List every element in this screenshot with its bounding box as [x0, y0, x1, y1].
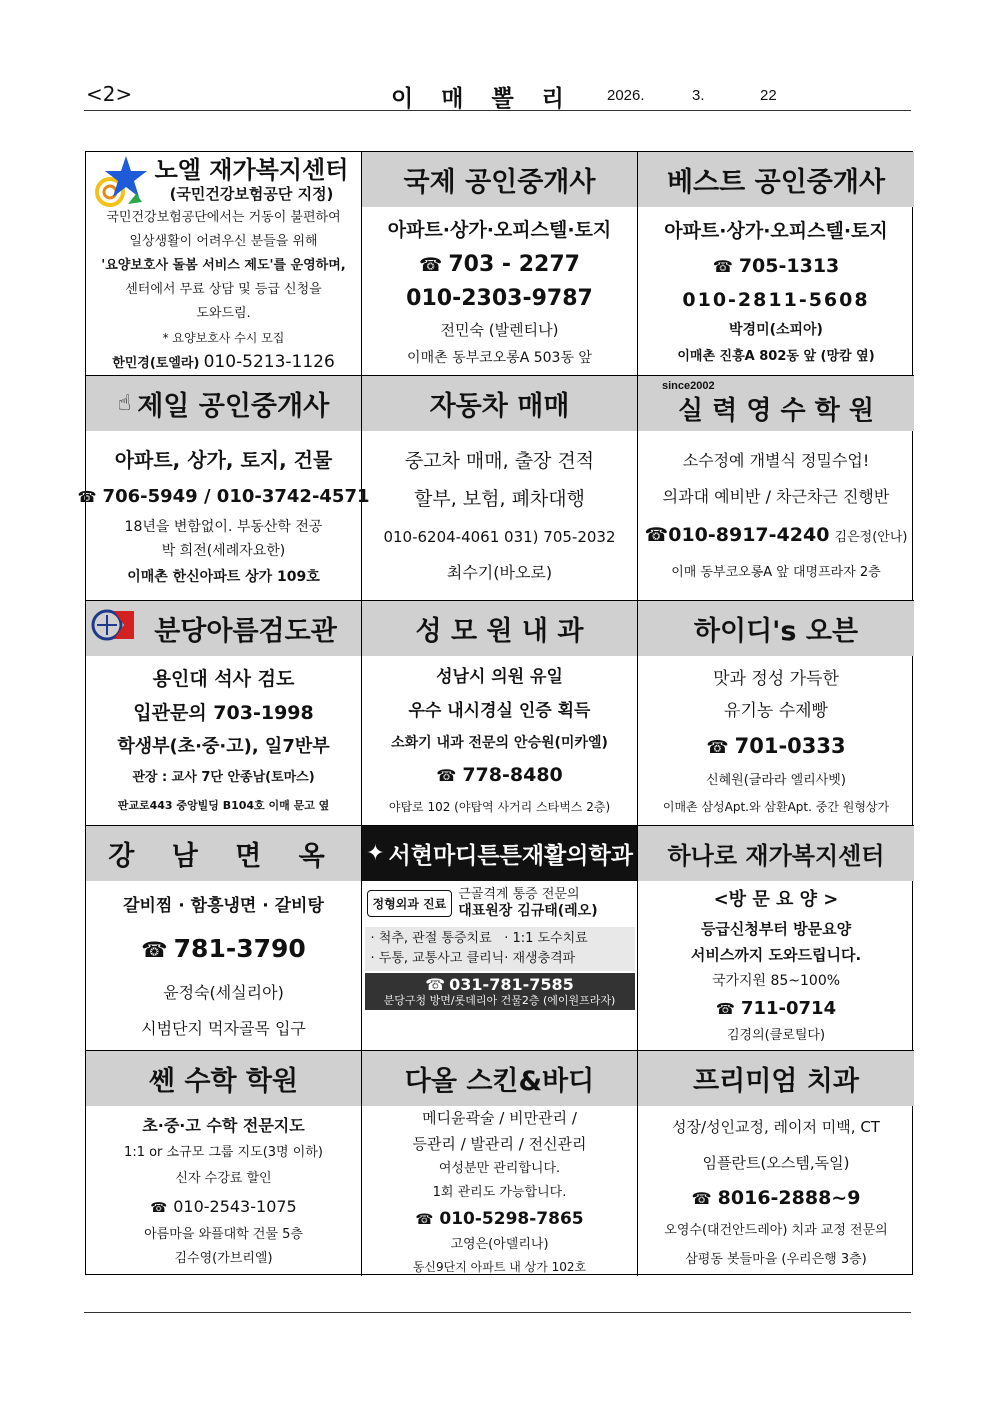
ad-hanaro	[638, 826, 914, 1051]
phone-number: 010-8917-4240	[668, 524, 830, 546]
contact-name: 한민경(토엘라)	[112, 356, 200, 371]
phone-icon: ☎	[425, 974, 446, 994]
ad-header: 자동차 매매	[362, 376, 637, 431]
text-line: 일상생활이 어려우신 분들을 위해	[129, 234, 318, 249]
ad-daol	[362, 1051, 638, 1276]
text-line: 고영은(아델리나)	[450, 1236, 549, 1252]
ad-ssen-body	[86, 1106, 361, 1276]
phone-number: 778-8480	[462, 764, 563, 786]
newsletter-title: 이 매 뽈 리	[391, 86, 574, 112]
ad-heidi-body	[638, 656, 914, 825]
phone-number: 705-1313	[738, 254, 840, 277]
text-line: 아파트·상가·오피스텔·토지	[664, 219, 888, 242]
ad-header: 국제 공인중개사	[362, 152, 637, 207]
runner-icon: ✦	[366, 841, 385, 866]
pointer-icon: ☝	[117, 391, 132, 416]
ad-hanaro-body	[638, 881, 914, 1050]
ad-grid	[77, 151, 913, 1275]
badge: 정형외과 진료	[367, 890, 453, 917]
text-line: <방 문 요 양 >	[713, 888, 839, 910]
text-line: 이매촌 진흥A 802동 앞 (망캄 옆)	[677, 348, 875, 364]
text-line: 분당구청 방면/롯데리아 건물2층 (에이원프라자)	[383, 993, 616, 1007]
text-line: 국민건강보험공단에서는 거동이 불편하여	[106, 210, 341, 225]
phone-number: 010-5298-7865	[439, 1208, 584, 1229]
phone-icon: ☎	[419, 254, 443, 276]
text-line: 메디윤곽술 / 비만관리 /	[422, 1108, 577, 1127]
ad-header: 쎈 수학 학원	[86, 1051, 361, 1106]
date-year: 2026.	[607, 87, 645, 104]
service-item: · 재생충격파	[504, 950, 576, 966]
star-logo-icon	[90, 154, 148, 208]
ad-car	[362, 376, 638, 601]
text-line: 1회 관리도 가능합니다.	[432, 1184, 567, 1200]
kumdo-association-logo-icon	[90, 605, 136, 651]
text-line: 오영수(대건안드레아) 치과 교정 전문의	[664, 1222, 888, 1238]
phone-icon: ☎	[706, 736, 729, 758]
phone-number: 010-2811-5608	[682, 288, 870, 311]
text-line: 삼평동 봇들마을 (우리은행 3층)	[685, 1251, 867, 1267]
text-line: 야탑로 102 (야탑역 사거리 스타벅스 2층)	[388, 800, 611, 814]
phone-icon: ☎	[691, 1188, 712, 1208]
ad-title: 노엘 재가복지센터	[154, 156, 349, 185]
text-line: 소화기 내과 전문의 안승원(미카엘)	[391, 735, 608, 751]
ad-header	[638, 376, 914, 431]
contact-phone: 010-5213-1126	[203, 352, 335, 372]
date-day: 22	[760, 87, 777, 104]
text-line: 초·중·고 수학 전문지도	[142, 1115, 305, 1135]
text-line: 국가지원 85~100%	[711, 972, 841, 989]
text-line: 성장/성인교정, 레이저 미백, CT	[672, 1117, 880, 1136]
ad-header	[86, 601, 361, 656]
ad-header: 하이디's 오븐	[638, 601, 914, 656]
phone-number: 781-3790	[173, 933, 306, 963]
ad-header: 프리미엄 치과	[638, 1051, 914, 1106]
ad-car-body	[362, 431, 637, 600]
text-line: 센터에서 무료 상담 및 등급 신청을	[125, 282, 322, 297]
text-line: 용인대 석사 검도	[152, 667, 295, 690]
date-month: 3.	[692, 87, 705, 104]
ad-noel-body	[86, 207, 361, 375]
ad-best-body	[638, 207, 914, 375]
ad-title: 서현마디튼튼재활의학과	[388, 843, 633, 869]
text-line: 임플란트(오스템,독일)	[702, 1153, 850, 1172]
ad-premium	[638, 1051, 914, 1276]
ad-header: 다올 스킨&바디	[362, 1051, 637, 1106]
text-line: 아름마을 와플대학 건물 5층	[144, 1226, 303, 1242]
phone-icon: ☎	[77, 487, 97, 506]
text-line: 아파트·상가·오피스텔·토지	[387, 218, 612, 241]
ad-daol-body	[362, 1106, 637, 1276]
text-line: 중고차 매매, 출장 견적	[404, 449, 595, 472]
ad-header: 성 모 원 내 과	[362, 601, 637, 656]
phone-icon: ☎	[150, 1199, 168, 1216]
text-line: 18년을 변함없이. 부동산학 전공	[124, 518, 323, 535]
ad-seongmo	[362, 601, 638, 826]
phone-number: 701-0333	[734, 733, 846, 758]
ad-noel	[86, 152, 362, 376]
ad-title: 분당아름검도관	[154, 616, 337, 647]
footer-rule	[84, 1312, 911, 1313]
text-line: '요양보호사 돌봄 서비스 제도'를 운영하며,	[101, 258, 346, 273]
ad-title: 제일 공인중개사	[137, 391, 330, 422]
ad-jeil	[77, 376, 370, 601]
text-line: 전민숙 (발렌티나)	[440, 320, 559, 339]
text-line: * 요양보호사 수시 모집	[162, 331, 285, 345]
text-line: 등관리 / 발관리 / 전신관리	[412, 1134, 587, 1153]
page-header	[84, 80, 911, 110]
text-line: 윤정숙(세실리아)	[163, 982, 284, 1002]
phone-number: 711-0714	[740, 997, 837, 1019]
phone-icon: ☎	[715, 999, 735, 1018]
contact-name: 김은정(안나)	[834, 530, 908, 545]
service-item: · 1:1 도수치료	[504, 931, 588, 947]
ad-gukje-body	[362, 207, 637, 375]
text-line: 신자 수강료 할인	[175, 1170, 272, 1186]
text-line: 김경의(클로틸다)	[726, 1027, 826, 1043]
ad-jeil-body	[77, 431, 370, 600]
ad-silryeok-body	[638, 431, 914, 600]
phone-icon: ☎	[415, 1211, 434, 1228]
text-line: 최수기(바오로)	[446, 562, 553, 582]
ad-header: 베스트 공인중개사	[638, 152, 914, 207]
phone-number: 703 - 2277	[448, 251, 580, 277]
phone-number: 8016-2888~9	[717, 1186, 861, 1209]
text-line: 시범단지 먹자골목 입구	[141, 1018, 306, 1038]
text-line: 우수 내시경실 인증 획득	[408, 701, 591, 721]
text-line: 학생부(초·중·고), 일7반부	[117, 735, 330, 757]
text-line: 동신9단지 아파트 내 상가 102호	[412, 1259, 587, 1274]
ad-header: 강 남 면 옥	[86, 826, 361, 881]
since-label: since2002	[662, 380, 715, 392]
ad-gangnam	[86, 826, 362, 1051]
text-line: 의과대 예비반 / 차근차근 진행반	[662, 487, 890, 506]
phone-number: 010-6204-4061 031) 705-2032	[383, 527, 616, 546]
text-line: 서비스까지 도와드립니다.	[690, 945, 862, 964]
ad-gangnam-body	[86, 881, 361, 1050]
text-line: 대표원장 김규태(레오)	[458, 902, 598, 919]
text-line: 이매촌 동부코오롱A 503동 앞	[407, 349, 592, 366]
text-line: 이매 동부코오롱A 앞 대명프라자 2층	[671, 565, 881, 580]
text-line: 아파트, 상가, 토지, 건물	[114, 447, 333, 472]
text-line: 성남시 의원 유일	[436, 667, 563, 687]
phone-number: 010-2303-9787	[406, 285, 593, 311]
text-line: 김수영(가브리엘)	[174, 1250, 273, 1266]
ad-header	[362, 826, 637, 881]
text-line: 도와드림.	[196, 306, 251, 321]
text-line: 입관문의 703-1998	[133, 701, 314, 724]
text-line: 등급신청부터 방문요양	[700, 919, 852, 938]
text-line: 이매촌 삼성Apt.와 삼환Apt. 중간 원형상가	[662, 799, 890, 814]
phone-icon: ☎	[644, 524, 669, 546]
ad-silryeok	[638, 376, 914, 601]
text-line: 박 희전(세례자요한)	[161, 542, 286, 559]
service-item: · 척추, 관절 통증치료	[370, 931, 492, 947]
ad-subtitle: (국민건강보험공단 지정)	[169, 184, 334, 203]
phone-number: 010-2543-1075	[173, 1196, 297, 1216]
phone-number: 706-5949 / 010-3742-4571	[102, 485, 370, 507]
ad-best	[638, 152, 914, 376]
text-line: 1:1 or 소규모 그룹 지도(3명 이하)	[124, 1144, 323, 1160]
specialist-row	[367, 887, 633, 919]
service-item: · 두통, 교통사고 클리닉	[370, 950, 505, 966]
ad-seongmo-body	[362, 656, 637, 825]
text-line: 이매촌 한신아파트 상가 109호	[127, 568, 320, 585]
text-line: 관장 : 교사 7단 안종남(토마스)	[132, 769, 315, 785]
ad-heidi	[638, 601, 914, 826]
phone-icon: ☎	[141, 937, 168, 963]
ad-seohyeon-body	[362, 881, 637, 1050]
ad-kumdo	[86, 601, 362, 826]
ad-header: 하나로 재가복지센터	[638, 826, 914, 881]
text-line: 근골격계 통증 전문의	[458, 887, 580, 902]
text-line: 갈비찜 · 함흥냉면 · 갈비탕	[123, 895, 324, 916]
text-line: 여성분만 관리합니다.	[438, 1160, 561, 1176]
header-rule	[84, 110, 911, 111]
services-box	[365, 927, 635, 970]
text-line: 신혜원(글라라 엘리사벳)	[706, 772, 846, 788]
text-line: 소수정예 개별식 정밀수업!	[682, 451, 870, 470]
contact-box	[365, 973, 635, 1010]
ad-noel-header	[86, 152, 361, 207]
text-line: 유기농 수제빵	[724, 700, 828, 721]
page-number: <2>	[86, 82, 133, 106]
phone-icon: ☎	[712, 256, 733, 276]
ad-kumdo-body	[86, 656, 361, 825]
ad-seohyeon	[362, 826, 638, 1051]
text-line: 박경미(소피아)	[729, 321, 823, 338]
ad-gukje	[362, 152, 638, 376]
ad-premium-body	[638, 1106, 914, 1276]
phone-number: 031-781-7585	[449, 974, 574, 994]
text-line: 맛과 정성 가득한	[713, 668, 839, 689]
text-line: 할부, 보험, 폐차대행	[414, 487, 585, 510]
ad-title: 실 력 영 수 학 원	[678, 396, 874, 426]
ad-ssen	[86, 1051, 362, 1276]
text-line: 판교로443 중앙빌딩 B104호 이매 문고 옆	[117, 798, 330, 812]
ad-header	[86, 376, 361, 431]
phone-icon: ☎	[436, 766, 457, 785]
